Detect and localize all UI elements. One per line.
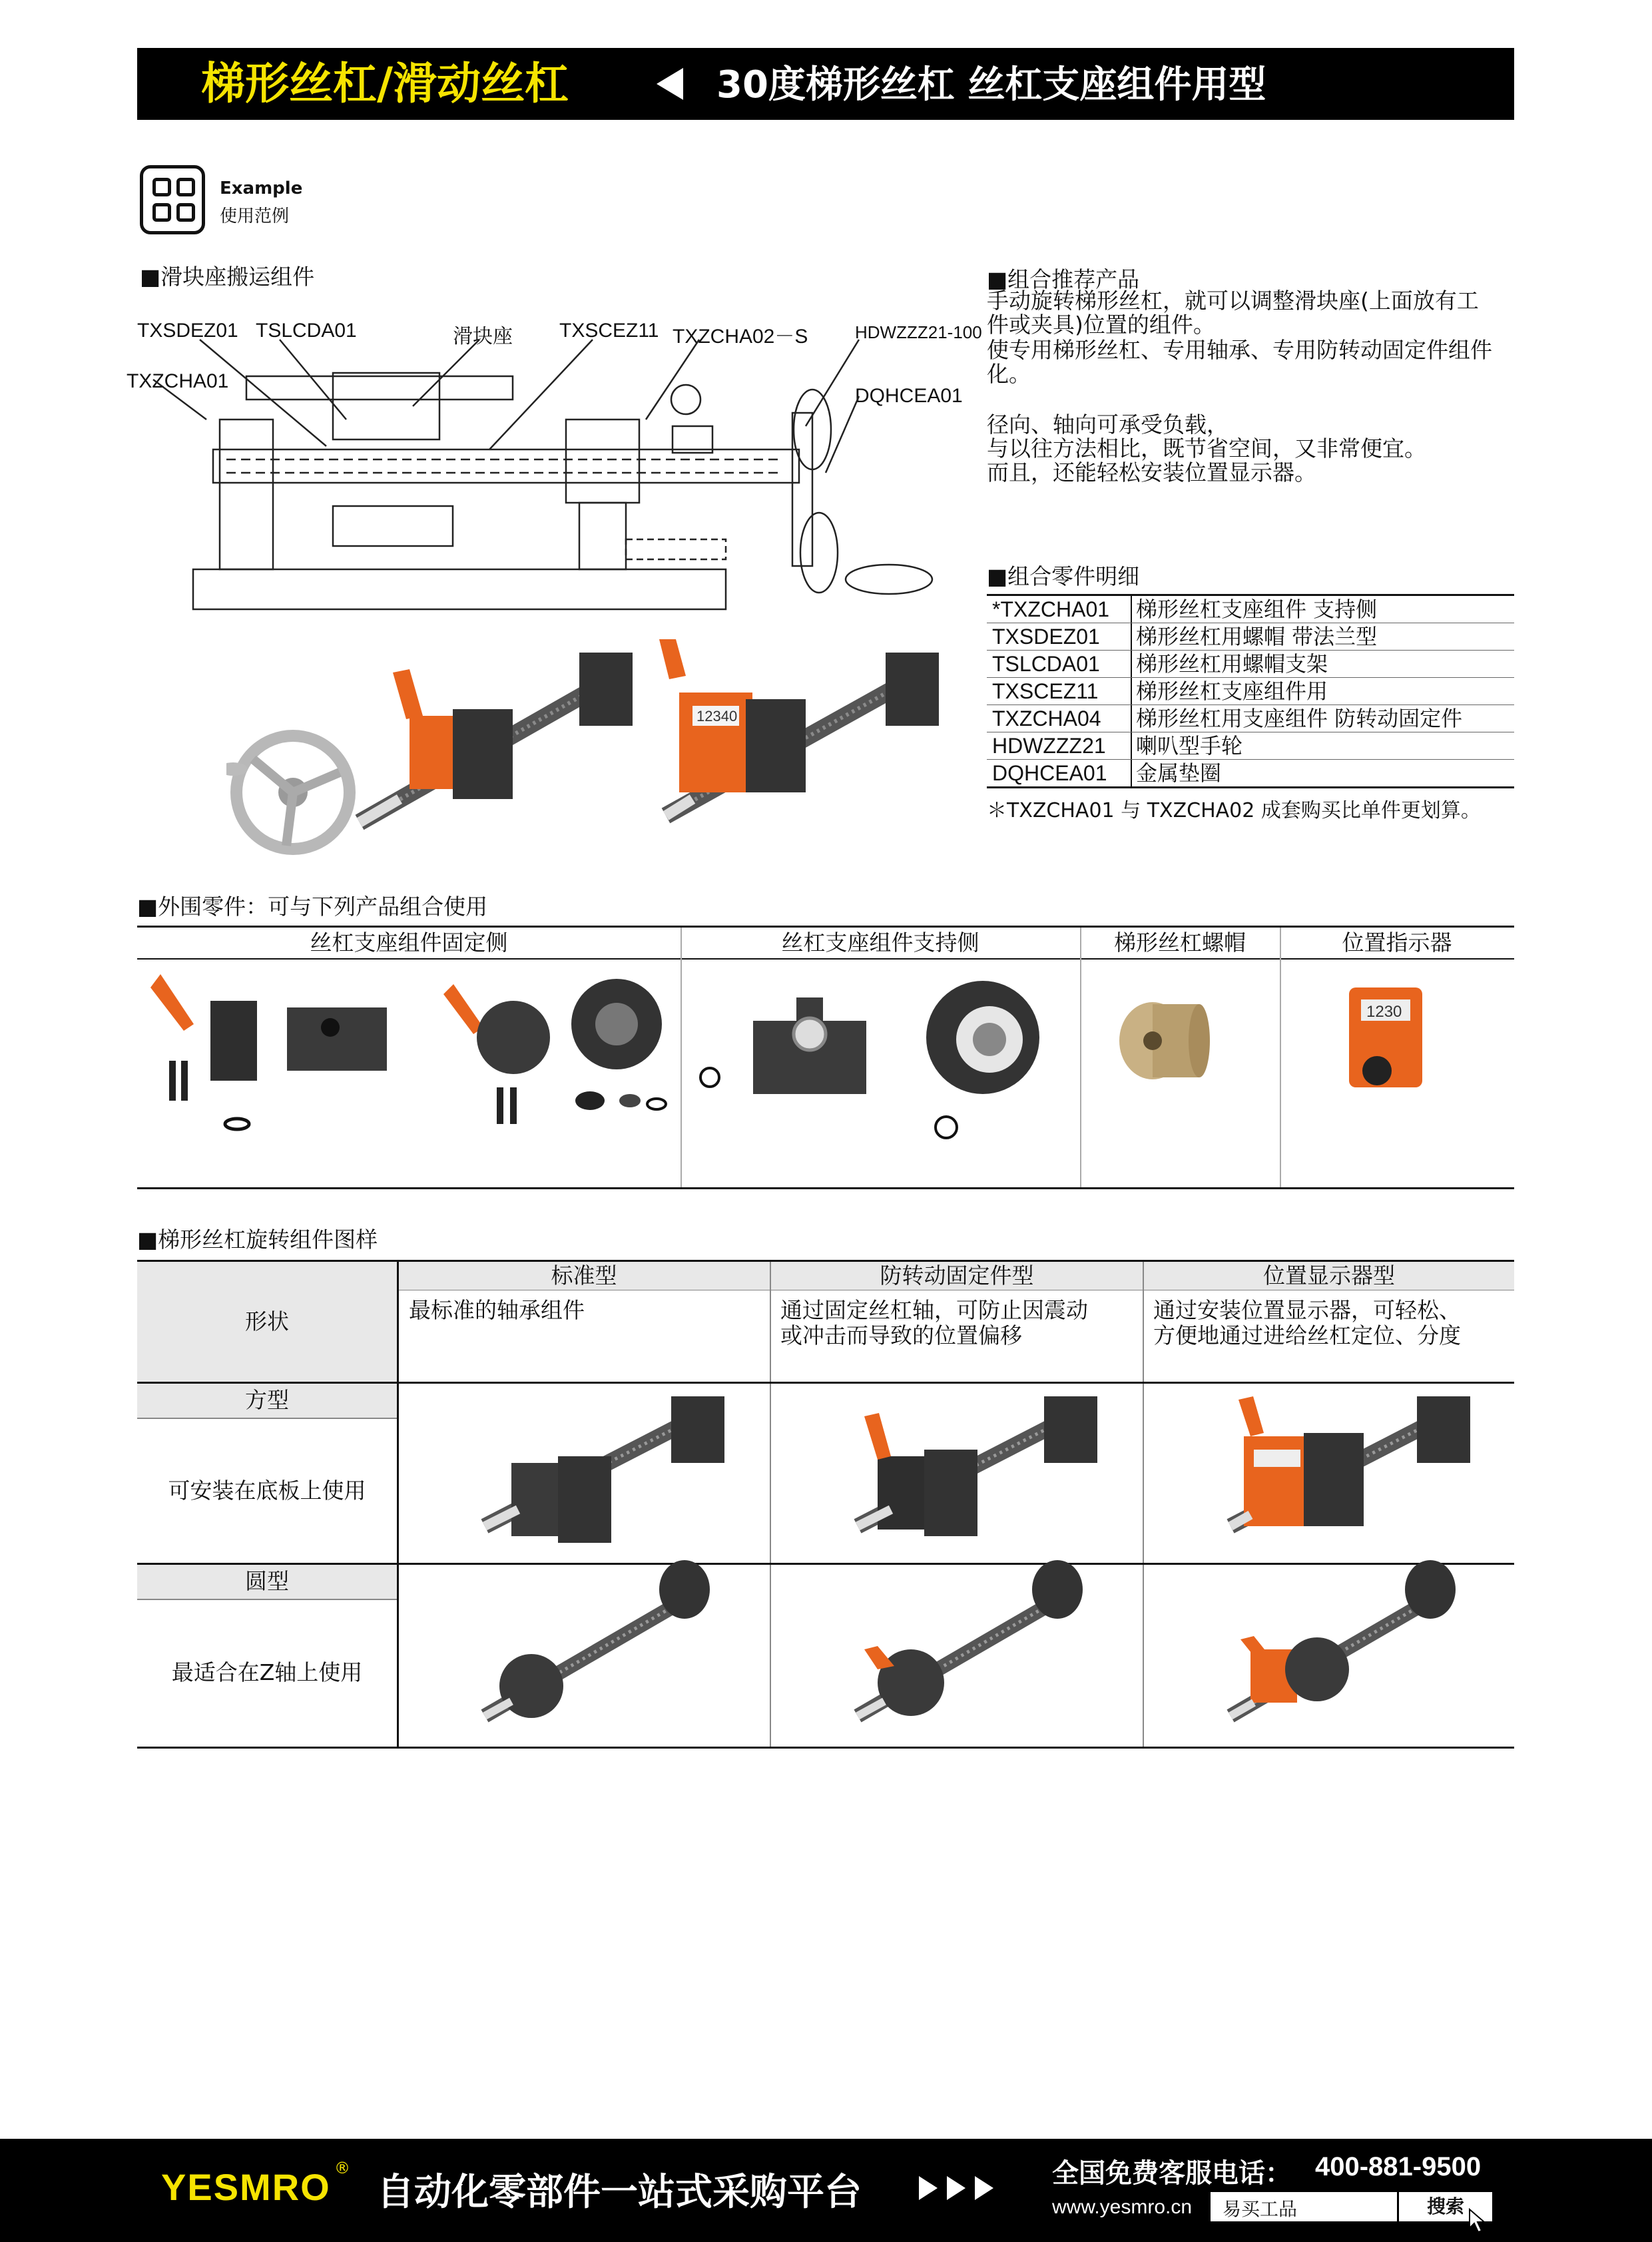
label-txsdez01: TXSDEZ01 bbox=[137, 320, 238, 342]
table-row bbox=[987, 651, 1514, 678]
arrow-right-icon bbox=[947, 2176, 965, 2200]
part-code: *TXZCHA01 bbox=[987, 596, 1132, 623]
part-desc: 梯形丝杠用支座组件 防转动固定件 bbox=[1136, 706, 1463, 731]
recommend-line: 径向、轴向可承受负载， bbox=[987, 412, 1229, 437]
table-row bbox=[987, 760, 1514, 786]
hotline-label: 全国免费客服电话： bbox=[1052, 2158, 1292, 2189]
recommend-line: 使专用梯形丝杠、专用轴承、专用防转动固定件组件 bbox=[987, 337, 1492, 363]
label-slider: 滑块座 bbox=[453, 326, 513, 348]
col-standard: 标准型 bbox=[398, 1262, 770, 1290]
label-hdwzzz21: HDWZZZ21-100 bbox=[855, 322, 982, 342]
label-tslcda01: TSLCDA01 bbox=[256, 320, 357, 342]
peripheral-col-indicator: 位置指示器 bbox=[1280, 928, 1514, 960]
recommend-line: 而且，还能轻松安装位置显示器。 bbox=[987, 459, 1316, 485]
part-desc: 喇叭型手轮 bbox=[1136, 733, 1243, 758]
label-dqhcea01: DQHCEA01 bbox=[855, 385, 963, 407]
arrow-right-icon bbox=[919, 2176, 938, 2200]
position-indicator-image bbox=[1349, 987, 1422, 1087]
use-round: 最适合在Z轴上使用 bbox=[137, 1600, 397, 1745]
lead-screw-nut-image bbox=[1119, 1002, 1210, 1079]
support-side-image bbox=[700, 981, 1039, 1138]
table-row bbox=[987, 705, 1514, 732]
label-txzcha01: TXZCHA01 bbox=[127, 370, 229, 392]
label-txscez11: TXSCEZ11 bbox=[559, 320, 659, 342]
peripheral-col-support: 丝杠支座组件支持侧 bbox=[681, 928, 1080, 960]
registered-mark: ® bbox=[334, 2159, 350, 2177]
cursor-icon bbox=[1468, 2208, 1488, 2235]
fixed-side-image bbox=[150, 974, 666, 1129]
search-button[interactable]: 搜索 bbox=[1397, 2192, 1492, 2221]
indicator-display-2: 12340 bbox=[696, 708, 738, 724]
square-anti-rotation-image bbox=[858, 1396, 1097, 1536]
part-code: TXSDEZ01 bbox=[987, 623, 1132, 650]
use-square: 可安装在底板上使用 bbox=[137, 1419, 397, 1563]
parts-note: ＊TXZCHA01 与 TXZCHA02 成套购买比单件更划算。 bbox=[987, 799, 1481, 822]
recommend-line: 化。 bbox=[987, 361, 1031, 387]
transport-assembly-drawing bbox=[127, 333, 972, 613]
square-standard-image bbox=[485, 1396, 724, 1543]
brand-logo[interactable]: YESMRO bbox=[161, 2166, 331, 2208]
desc-indicator: 方便地通过进给丝杠定位、分度 bbox=[1153, 1322, 1461, 1348]
recommend-line: 与以往方法相比，既节省空间，又非常便宜。 bbox=[987, 435, 1426, 461]
desc-indicator: 通过安装位置显示器，可轻松、 bbox=[1153, 1297, 1461, 1323]
peripheral-col-nut: 梯形丝杠螺帽 bbox=[1080, 928, 1280, 960]
left-arrow-icon bbox=[657, 68, 683, 100]
website-link[interactable]: www.yesmro.cn bbox=[1052, 2196, 1193, 2218]
part-code: DQHCEA01 bbox=[987, 760, 1132, 786]
table-row bbox=[987, 732, 1514, 760]
round-indicator-image bbox=[1231, 1560, 1456, 1716]
parts-table bbox=[987, 594, 1514, 788]
label-txzcha02s: TXZCHA02－S bbox=[673, 326, 808, 348]
round-standard-image bbox=[485, 1560, 710, 1718]
handwheel-image bbox=[226, 736, 350, 849]
part-code: TXZCHA04 bbox=[987, 705, 1132, 732]
round-anti-rotation-image bbox=[858, 1560, 1083, 1716]
part-desc: 梯形丝杠用螺帽 带法兰型 bbox=[1136, 624, 1378, 649]
arrow-right-icon bbox=[975, 2176, 993, 2200]
recommend-line: 手动旋转梯形丝杠，就可以调整滑块座(上面放有工 bbox=[987, 288, 1479, 314]
col-anti-rotation: 防转动固定件型 bbox=[771, 1262, 1143, 1290]
square-indicator-image bbox=[1231, 1396, 1470, 1526]
type-round: 圆型 bbox=[137, 1564, 397, 1599]
patterns-table bbox=[137, 1260, 1514, 1749]
part-code: TXSCEZ11 bbox=[987, 678, 1132, 704]
peripheral-images bbox=[137, 961, 1514, 1185]
grid-icon bbox=[140, 165, 205, 234]
table-row bbox=[987, 596, 1514, 623]
type-square: 方型 bbox=[137, 1383, 397, 1418]
part-desc: 梯形丝杠用螺帽支架 bbox=[1136, 651, 1328, 677]
recommend-line: 件或夹具)位置的组件。 bbox=[987, 312, 1215, 338]
example-label-en: Example bbox=[220, 178, 303, 198]
peripheral-table bbox=[137, 926, 1514, 1189]
recommend-heading: ■组合推荐产品 bbox=[987, 266, 1140, 292]
shape-label: 形状 bbox=[137, 1262, 397, 1382]
search-input[interactable] bbox=[1211, 2192, 1490, 2221]
part-desc: 梯形丝杠支座组件 支持侧 bbox=[1136, 597, 1378, 622]
col-indicator: 位置显示器型 bbox=[1144, 1262, 1514, 1290]
transport-heading: ■滑块座搬运组件 bbox=[140, 264, 315, 290]
patterns-heading: ■梯形丝杠旋转组件图样 bbox=[137, 1227, 378, 1253]
footer-slogan: 自动化零部件一站式采购平台 bbox=[377, 2171, 862, 2214]
part-desc: 梯形丝杠支座组件用 bbox=[1136, 679, 1328, 704]
example-label-cn: 使用范例 bbox=[220, 206, 290, 226]
peripheral-heading: ■外围零件：可与下列产品组合使用 bbox=[137, 894, 488, 920]
hotline-number[interactable]: 400-881-9500 bbox=[1315, 2152, 1482, 2181]
part-desc: 金属垫圈 bbox=[1136, 760, 1222, 786]
desc-standard: 最标准的轴承组件 bbox=[409, 1297, 585, 1323]
title-bar bbox=[137, 48, 1514, 120]
assembly-product-photo bbox=[226, 639, 959, 859]
pattern-images bbox=[398, 1383, 1514, 1745]
part-code: HDWZZZ21 bbox=[987, 732, 1132, 759]
page-subtitle: 30度梯形丝杠 丝杠支座组件用型 bbox=[716, 63, 1266, 107]
search-placeholder: 易买工品 bbox=[1223, 2198, 1298, 2220]
peripheral-col-fixed: 丝杠支座组件固定侧 bbox=[137, 928, 681, 960]
table-row bbox=[987, 678, 1514, 705]
indicator-display: 1230 bbox=[1366, 1003, 1402, 1021]
footer-bar bbox=[0, 2139, 1652, 2242]
parts-heading: ■组合零件明细 bbox=[987, 563, 1140, 589]
page-title: 梯形丝杠/滑动丝杠 bbox=[201, 58, 569, 109]
part-code: TSLCDA01 bbox=[987, 651, 1132, 677]
table-row bbox=[987, 623, 1514, 651]
desc-anti-rotation: 或冲击而导致的位置偏移 bbox=[780, 1322, 1022, 1348]
desc-anti-rotation: 通过固定丝杠轴，可防止因震动 bbox=[780, 1297, 1088, 1323]
